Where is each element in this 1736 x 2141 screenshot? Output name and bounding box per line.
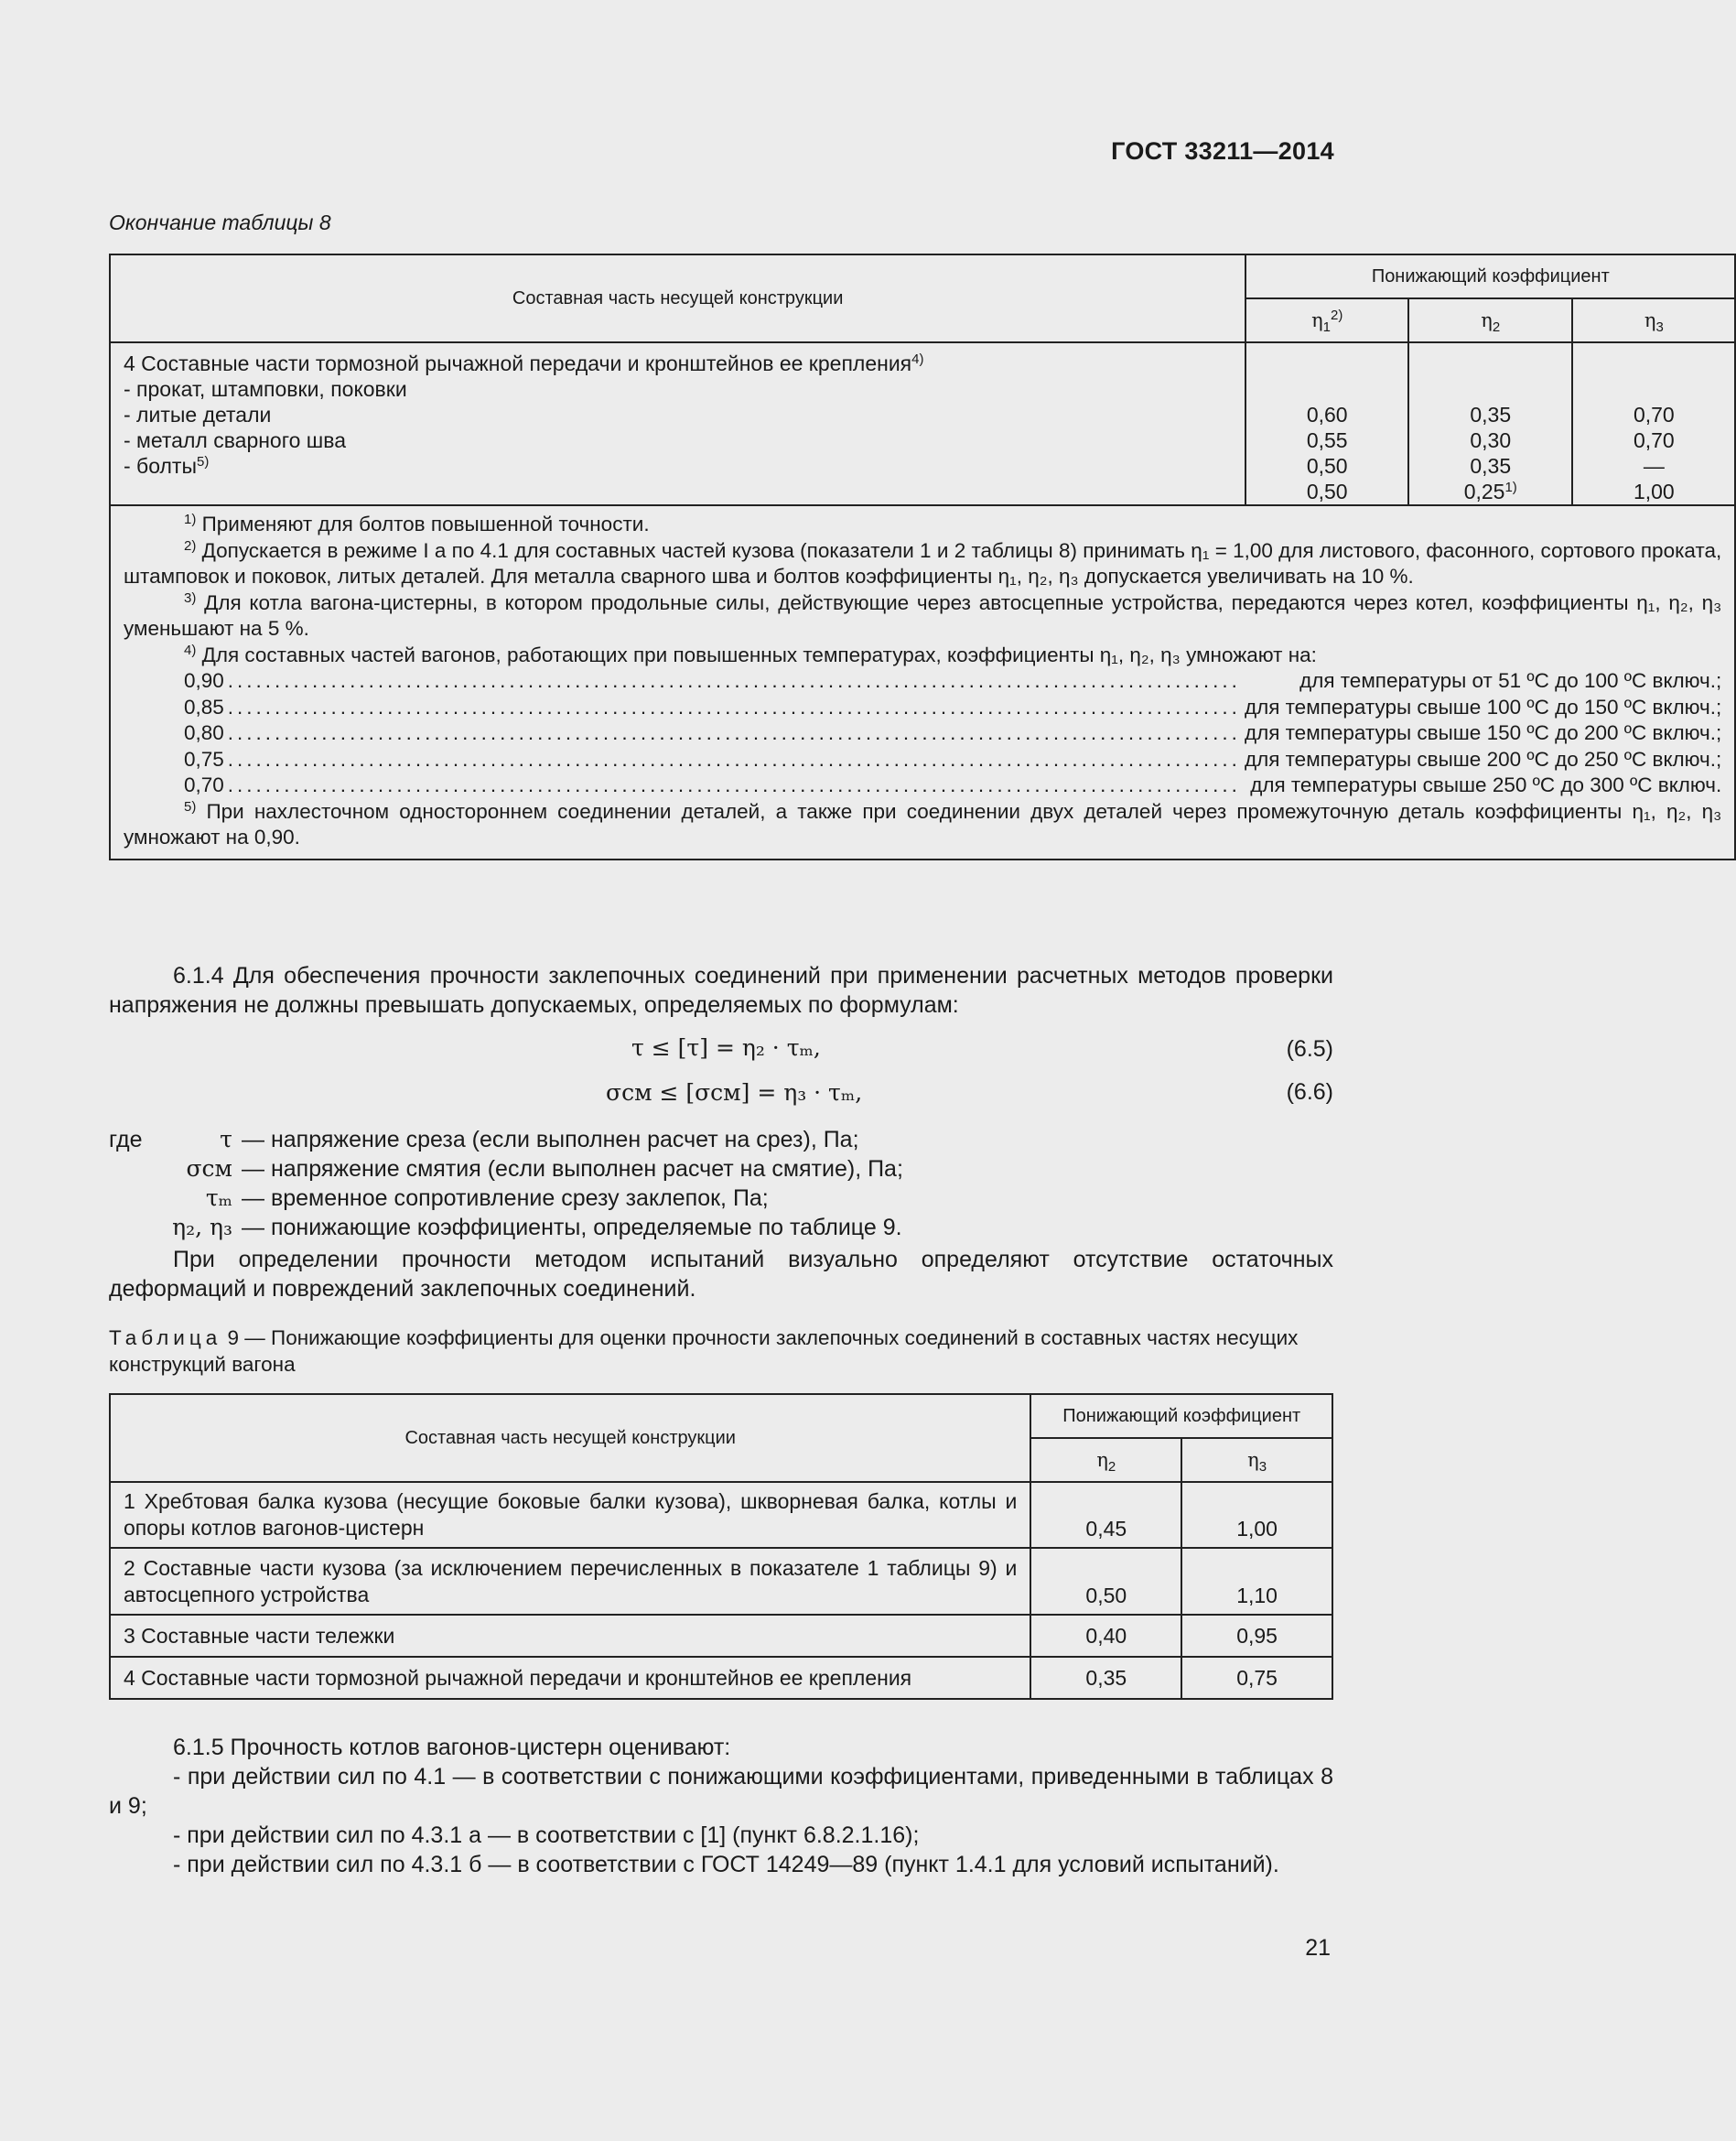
section-6-1-5-intro: 6.1.5 Прочность котлов вагонов-цистерн оценивают: bbox=[173, 1735, 731, 1760]
table-row: 3 Составные части тележки 0,40 0,95 bbox=[110, 1615, 1332, 1657]
table-continuation-caption: Окончание таблицы 8 bbox=[109, 211, 331, 234]
eta2-values: 0,35 0,30 0,35 0,25$^{1)}$ bbox=[1408, 342, 1572, 505]
formula-6-5-number: (6.5) bbox=[1286, 1036, 1333, 1062]
row-title: 4 Составные части тормозной рычажной передачи и кронштейнов ее крепления bbox=[124, 351, 912, 375]
header-eta3: $\eta_3$ bbox=[1572, 298, 1735, 342]
section-6-1-5-item: - при действии сил по 4.1 — в соответствии с понижающими коэффициентами, приведенными в таблицах 8 и 9; bbox=[109, 1764, 1333, 1819]
row-item: - прокат, штамповки, поковки bbox=[124, 377, 407, 401]
symbol-definitions bbox=[109, 1125, 903, 1242]
where-word: где bbox=[109, 1127, 143, 1152]
page-number: 21 bbox=[1305, 1935, 1331, 1961]
header-component: Составная часть несущей конструкции bbox=[110, 254, 1245, 342]
header-coefficient: Понижающий коэффициент bbox=[1245, 254, 1735, 298]
formula-6-5: τ ≤ [τ] = η₂ · τₘ, bbox=[631, 1034, 821, 1061]
header-eta3: $\eta_3$ bbox=[1181, 1438, 1332, 1482]
definition-row: τₘ — временное сопротивление срезу заклепок, Па; bbox=[205, 1184, 769, 1211]
footnote-5: $^{5)}$ При нахлесточном одностороннем соединении деталей, а также при соединении двух деталей через промежуточную деталь коэффициенты η₁, η₂, η₃ умножают на 0,90. bbox=[124, 798, 1722, 849]
definition-row: где τ — напряжение среза (если выполнен расчет на срез), Па; bbox=[109, 1126, 859, 1152]
formula-6-6-number: (6.6) bbox=[1286, 1079, 1333, 1105]
header-eta2: $\eta_2$ bbox=[1030, 1438, 1181, 1482]
eta3-values: 0,70 0,70 — 1,00 bbox=[1572, 342, 1735, 505]
header-eta1: $\eta_1^{2)}$ bbox=[1245, 298, 1408, 342]
temperature-factor: 0,70 ............................................................................................................ для температуры свыше 250 ºС до 300 ºС включ. bbox=[184, 773, 1722, 796]
row-item: - металл сварного шва bbox=[124, 428, 346, 452]
row-item: - литые детали bbox=[124, 403, 272, 427]
footnote-1: $^{1)}$ Применяют для болтов повышенной точности. bbox=[184, 512, 650, 535]
temperature-factor: 0,85 ............................................................................................................ для температуры свыше 100 ºС до 150 ºС включ.; bbox=[184, 695, 1722, 719]
section-6-1-4-text: 6.1.4 Для обеспечения прочности заклепочных соединений при применении расчетных методов проверки напряжения не должны превышать допускаемых, определяемых по формулам: bbox=[109, 963, 1333, 1018]
footnote-4: $^{4)}$ Для составных частей вагонов, работающих при повышенных температурах, коэффициенты η₁, η₂, η₃ умножают на: bbox=[184, 642, 1317, 666]
footnote-2: $^{2)}$ Допускается в режиме I а по 4.1 для составных частей кузова (показатели 1 и 2 таблицы 8) принимать η₁ = 1,00 для листового, фасонного, сортового проката, штамповок и поковок, литых деталей. Для металла сварного шва и болтов коэффициенты η₁, η₂, η₃ допускается увеличивать на 10 %. bbox=[124, 537, 1722, 588]
table-8-footnotes bbox=[110, 505, 1735, 860]
row-item: - болты$^{5)}$ bbox=[124, 454, 210, 478]
table-row: 2 Составные части кузова (за исключением перечисленных в показателе 1 таблицы 9) и автосцепного устройства 0,50 1,10 bbox=[110, 1548, 1332, 1615]
temperature-factor: 0,90 ............................................................................................................ для температуры от 51 ºС до 100 ºС включ.; bbox=[184, 669, 1722, 692]
document-code: ГОСТ 33211—2014 bbox=[1111, 137, 1334, 165]
table-row-brake-parts: 4 Составные части тормозной рычажной передачи и кронштейнов ее крепления$^{4)}$ - прокат, штамповки, поковки - литые детали - металл сварного шва - болты$^{5)}$ bbox=[110, 342, 1245, 505]
table-row: 4 Составные части тормозной рычажной передачи и кронштейнов ее крепления 0,35 0,75 bbox=[110, 1657, 1332, 1699]
header-eta2: $\eta_2$ bbox=[1408, 298, 1572, 342]
definition-row: η₂, η₃ — понижающие коэффициенты, определяемые по таблице 9. bbox=[172, 1214, 902, 1240]
table-8 bbox=[109, 254, 1736, 860]
formula-6-6: σсм ≤ [σсм] = η₃ · τₘ, bbox=[606, 1079, 863, 1106]
table-9 bbox=[109, 1393, 1333, 1700]
header-coefficient: Понижающий коэффициент bbox=[1030, 1394, 1332, 1438]
footnote-3: $^{3)}$ Для котла вагона-цистерны, в котором продольные силы, действующие через автосцепные устройства, передаются через котел, коэффициенты η₁, η₂, η₃ уменьшают на 5 %. bbox=[124, 589, 1722, 640]
temperature-factor: 0,80 ............................................................................................................ для температуры свыше 150 ºС до 200 ºС включ.; bbox=[184, 721, 1722, 744]
header-component: Составная часть несущей конструкции bbox=[110, 1394, 1030, 1482]
temperature-factor: 0,75 ............................................................................................................ для температуры свыше 200 ºС до 250 ºС включ.; bbox=[184, 747, 1722, 771]
table-9-caption: Таблица 9 — Понижающие коэффициенты для оценки прочности заклепочных соединений в составных частях несущих конструкций вагона bbox=[109, 1326, 1299, 1376]
section-6-1-5-item: - при действии сил по 4.3.1 а — в соответствии с [1] (пункт 6.8.2.1.16); bbox=[173, 1822, 920, 1848]
section-6-1-5-item: - при действии сил по 4.3.1 б — в соответствии с ГОСТ 14249—89 (пункт 1.4.1 для условий испытаний). bbox=[173, 1852, 1279, 1877]
definition-row: σсм — напряжение смятия (если выполнен расчет на смятие), Па; bbox=[186, 1155, 903, 1182]
eta1-values: 0,60 0,55 0,50 0,50 bbox=[1245, 342, 1408, 505]
test-method-text: При определении прочности методом испытаний визуально определяют отсутствие остаточных деформаций и повреждений заклепочных соединений. bbox=[109, 1247, 1333, 1302]
table-row: 1 Хребтовая балка кузова (несущие боковые балки кузова), шкворневая балка, котлы и опоры котлов вагонов-цистерн 0,45 1,00 bbox=[110, 1482, 1332, 1548]
